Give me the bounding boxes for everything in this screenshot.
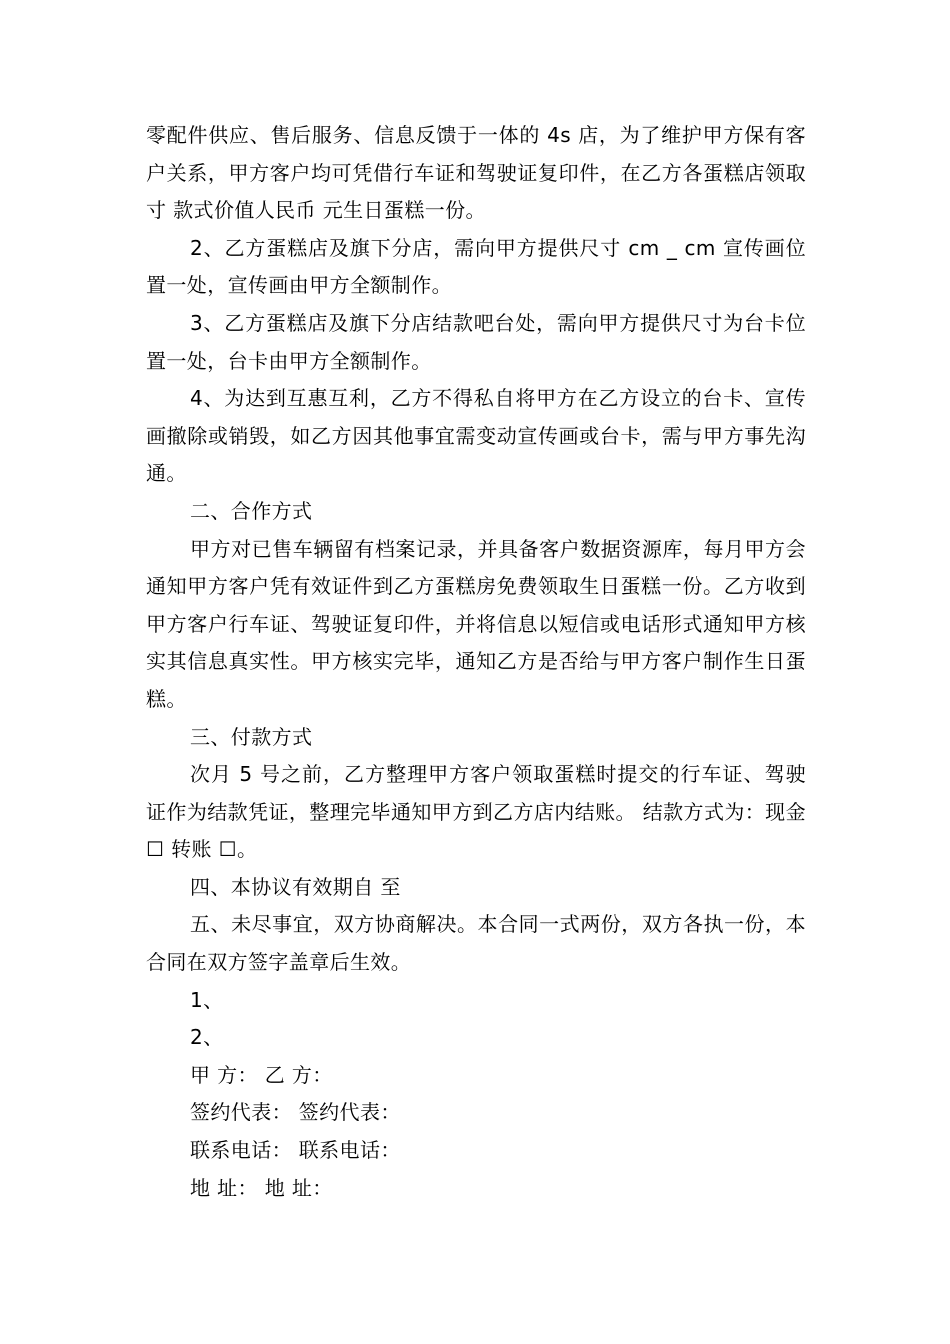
signature-representative-row: 签约代表： 签约代表： <box>190 1100 401 1125</box>
paragraph-clause-3: 3、乙方蛋糕店及旗下分店结款吧台处，需向甲方提供尺寸为台卡位置一处，台卡由甲方全额制作。 <box>146 310 806 373</box>
paragraph-cooperation: 甲方对已售车辆留有档案记录，并具备客户数据资源库，每月甲方会通知甲方客户凭有效证件到乙方蛋糕房免费领取生日蛋糕一份。乙方收到甲方客户行车证、驾驶证复印件，并将信息以短信或电话形式通知甲方核实其信息真实性。甲方核实完毕，通知乙方是否给与甲方客户制作生日蛋糕。 <box>146 536 806 711</box>
list-item-2: 2、 <box>190 1025 224 1050</box>
list-item-1: 1、 <box>190 987 224 1012</box>
paragraph-payment: 次月 5 号之前，乙方整理甲方客户领取蛋糕时提交的行车证、驾驶证作为结款凭证，整理完毕通知甲方到乙方店内结账。 结款方式为：现金 ☐ 转账 ☐。 <box>146 762 806 862</box>
paragraph-clause-2: 2、乙方蛋糕店及旗下分店，需向甲方提供尺寸 cm _ cm 宣传画位置一处，宣传画由甲方全额制作。 <box>146 235 806 298</box>
section-heading-cooperation: 二、合作方式 <box>190 498 313 523</box>
signature-phone-row: 联系电话： 联系电话： <box>190 1138 401 1163</box>
signature-address-row: 地 址： 地 址： <box>190 1175 333 1200</box>
section-heading-validity: 四、本协议有效期自 至 <box>190 874 401 899</box>
document-page <box>146 117 806 1207</box>
section-heading-payment: 三、付款方式 <box>190 724 313 749</box>
paragraph-misc: 五、未尽事宜，双方协商解决。本合同一式两份，双方各执一份，本合同在双方签字盖章后生效。 <box>146 912 806 975</box>
paragraph-intro: 零配件供应、售后服务、信息反馈于一体的 4s 店，为了维护甲方保有客户关系，甲方客户均可凭借行车证和驾驶证复印件，在乙方各蛋糕店领取 寸 款式价值人民币 元生日蛋糕一份。 <box>146 123 806 223</box>
signature-party-row: 甲 方： 乙 方： <box>190 1062 333 1087</box>
paragraph-clause-4: 4、为达到互惠互利，乙方不得私自将甲方在乙方设立的台卡、宣传画撤除或销毁，如乙方因其他事宜需变动宣传画或台卡，需与甲方事先沟通。 <box>146 386 806 486</box>
